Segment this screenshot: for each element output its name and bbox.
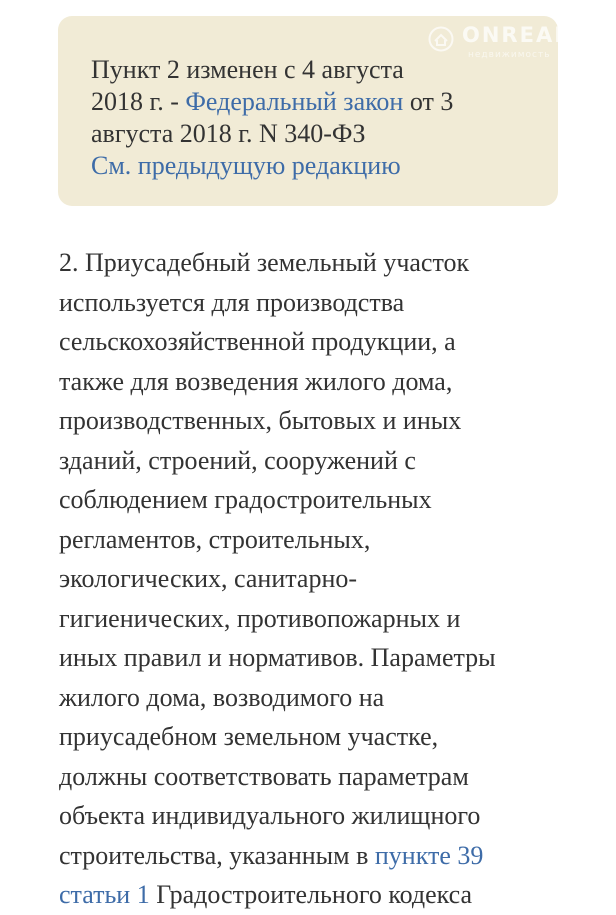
federal-law-link[interactable]: Федеральный закон: [185, 87, 404, 116]
paragraph-line: экологических, санитарно-: [59, 564, 358, 593]
article-1-link[interactable]: статьи 1: [59, 880, 150, 909]
paragraph-line: соблюдением градостроительных: [59, 485, 432, 514]
paragraph-line: приусадебном земельном участке,: [59, 722, 439, 751]
watermark-subtitle: недвижимость: [468, 50, 551, 60]
paragraph-line: иных правил и нормативов. Параметры: [59, 643, 496, 672]
paragraph-line-16-prefix: строительства, указанным в: [59, 840, 375, 870]
watermark-brand: ONREALT: [462, 23, 583, 47]
paragraph-line: [59, 836, 599, 876]
paragraph-line-17-suffix: Градостроительного кодекса: [149, 880, 473, 909]
note-line-2: [91, 86, 534, 118]
paragraph-line: 2. Приусадебный земельный участок: [59, 248, 470, 277]
amendment-note-text: [91, 54, 534, 182]
point-39-link[interactable]: пункте 39: [374, 840, 484, 870]
paragraph-line: сельскохозяйственной продукции, а: [59, 327, 456, 356]
paragraph-line: регламентов, строительных,: [59, 524, 371, 554]
note-line-2-prefix: 2018 г. -: [91, 87, 186, 116]
article-paragraph: [59, 243, 599, 915]
paragraph-line: зданий, строений, сооружений с: [59, 445, 416, 475]
paragraph-line: производственных, бытовых и иных: [59, 406, 462, 435]
paragraph-line: гигиенических, противопожарных и: [59, 603, 461, 633]
paragraph-line: объекта индивидуального жилищного: [59, 801, 481, 830]
note-line-1: Пункт 2 изменен с 4 августа: [91, 55, 404, 84]
note-line-2-suffix: от 3: [403, 87, 454, 116]
paragraph-line: также для возведения жилого дома,: [59, 366, 453, 396]
amendment-note: [58, 16, 558, 206]
note-line-3: августа 2018 г. N 340-ФЗ: [91, 119, 366, 148]
paragraph-line: жилого дома, возводимого на: [59, 682, 385, 712]
paragraph-line: используется для производства: [59, 287, 405, 317]
previous-edition-link[interactable]: См. предыдущую редакцию: [91, 151, 401, 180]
paragraph-line: должны соответствовать параметрам: [59, 761, 469, 791]
paragraph-line: [59, 875, 599, 915]
